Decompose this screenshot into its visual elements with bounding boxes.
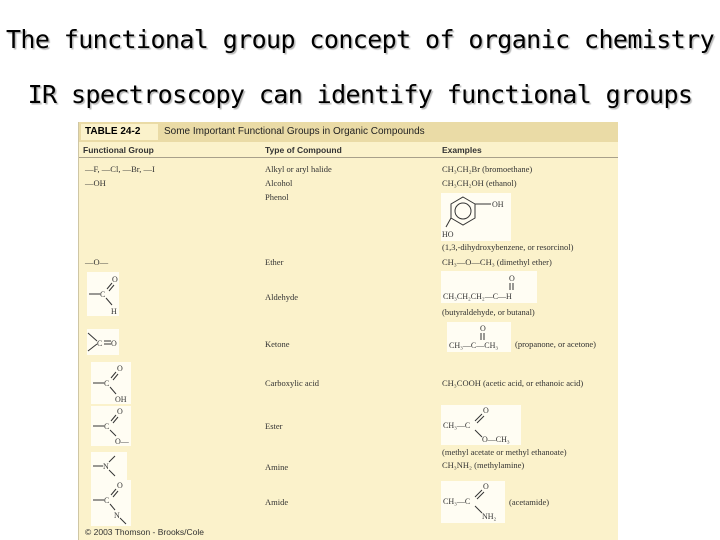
header-divider [79, 157, 618, 158]
type-amide: Amide [265, 497, 289, 507]
phenol-oh-label: OH [492, 200, 504, 209]
ketone-c-label: C [97, 339, 103, 348]
aldehyde-o-label: O [112, 275, 118, 284]
methyl-acetate-structure [441, 405, 521, 445]
acid-o-label: O [117, 364, 123, 373]
amine-group-structure [91, 452, 127, 480]
type-alcohol: Alcohol [265, 178, 293, 188]
butanal-structure [441, 271, 537, 303]
amide-ex-o-label: O [483, 482, 489, 491]
table-number: TABLE 24-2 [81, 124, 158, 140]
group-ether: —O— [85, 257, 109, 267]
example-carboxylic-acid: CH₃COOH (acetic acid, or ethanoic acid) [442, 378, 584, 388]
functional-groups-table [78, 122, 618, 540]
aldehyde-h-label: H [111, 307, 117, 316]
ester-ex-left: CH₃—C [443, 421, 471, 430]
table-caption: Some Important Functional Groups in Organic Compounds [164, 126, 425, 137]
group-alcohol: —OH [85, 178, 106, 188]
column-header-examples: Examples [442, 145, 482, 155]
example-halide: CH₃CH₂Br (bromoethane) [442, 164, 533, 174]
acetone-structure [447, 322, 511, 352]
amide-ex-right: NH₂ [482, 512, 497, 521]
acetamide-structure [441, 481, 505, 523]
acetone-chain: CH₃—C—CH₃ [449, 341, 499, 350]
acid-oh-label: OH [115, 395, 127, 404]
aldehyde-c-label: C [100, 290, 106, 299]
type-phenol: Phenol [265, 192, 289, 202]
amide-n-label: N [114, 511, 120, 520]
table-header-bar [79, 122, 618, 142]
resorcinol-structure [441, 193, 511, 241]
amide-group-structure [91, 480, 131, 526]
group-halide: —F, —Cl, —Br, —I [85, 164, 155, 174]
ketone-group-structure [87, 329, 119, 355]
ester-ex-right: O—CH₃ [482, 435, 510, 444]
acetone-o-label: O [480, 324, 486, 333]
ketone-o-label: O [111, 339, 117, 348]
phenol-ho-label: HO [442, 230, 454, 239]
type-aldehyde: Aldehyde [265, 292, 299, 302]
example-phenol: (1,3,-dihydroxybenzene, or resorcinol) [442, 242, 574, 252]
ester-group-structure [91, 406, 131, 446]
column-header-functional-group: Functional Group [83, 145, 154, 155]
amide-c-label: C [104, 496, 110, 505]
ester-ex-o-label: O [483, 406, 489, 415]
type-amine: Amine [265, 462, 289, 472]
acid-c-label: C [104, 379, 110, 388]
type-ether: Ether [265, 257, 284, 267]
example-ester: (methyl acetate or methyl ethanoate) [442, 447, 567, 457]
type-carboxylic-acid: Carboxylic acid [265, 378, 320, 388]
example-amide: (acetamide) [509, 497, 550, 507]
amine-n-label: N [103, 462, 109, 471]
amide-o-label: O [117, 481, 123, 490]
butanal-chain: CH₃CH₂CH₂—C—H [443, 292, 512, 301]
example-ether: CH₃—O—CH₃ (dimethyl ether) [442, 257, 552, 267]
type-halide: Alkyl or aryl halide [265, 164, 332, 174]
example-alcohol: CH₃CH₂OH (ethanol) [442, 178, 517, 188]
example-aldehyde: (butyraldehyde, or butanal) [442, 307, 535, 317]
type-ketone: Ketone [265, 339, 290, 349]
copyright-notice: © 2003 Thomson - Brooks/Cole [85, 527, 205, 537]
amide-ex-left: CH₃—C [443, 497, 471, 506]
slide-title: The functional group concept of organic chemistry [5, 25, 715, 54]
example-ketone: (propanone, or acetone) [515, 339, 596, 349]
type-ester: Ester [265, 421, 283, 431]
ester-o2-label: O— [115, 437, 129, 446]
carboxyl-group-structure [91, 362, 131, 404]
aldehyde-group-structure [87, 272, 119, 316]
ester-o-label: O [117, 407, 123, 416]
column-header-type: Type of Compound [265, 145, 342, 155]
butanal-o-label: O [509, 274, 515, 283]
slide-subtitle: IR spectroscopy can identify functional groups [27, 80, 693, 109]
ester-c-label: C [104, 422, 110, 431]
example-amine: CH₃NH₂ (methylamine) [442, 460, 525, 470]
